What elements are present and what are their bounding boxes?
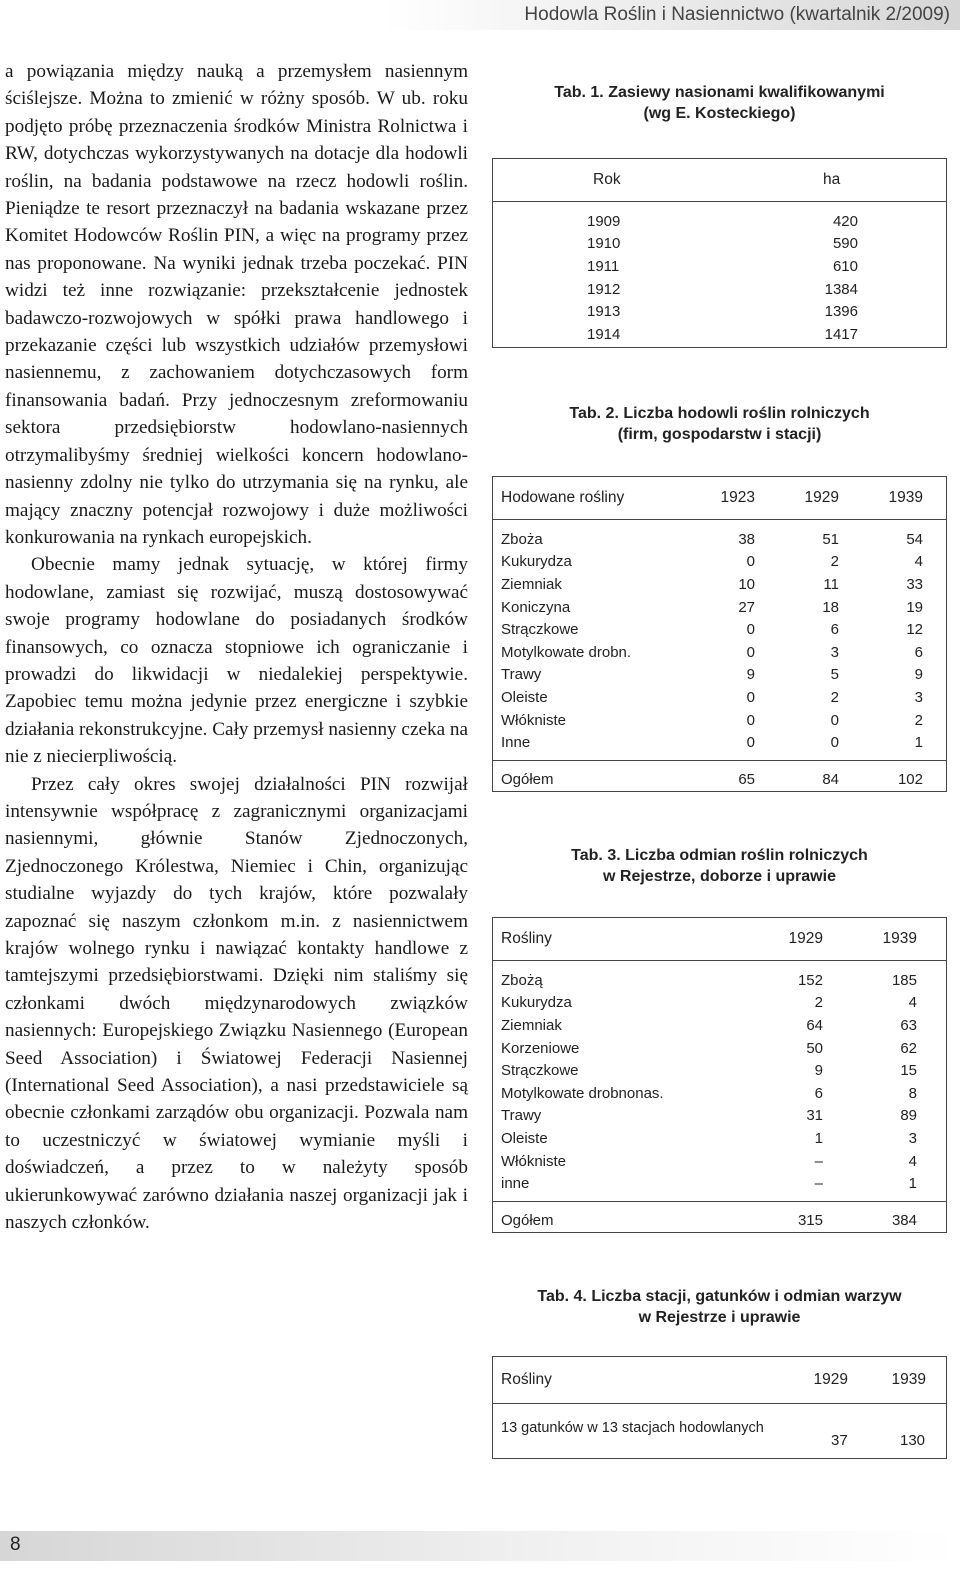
table-cell: 38	[738, 530, 755, 548]
column-header: 1939	[882, 930, 917, 947]
table-cell: 420	[832, 212, 858, 230]
table-cell: 63	[900, 1016, 917, 1034]
table-cell: 54	[906, 530, 923, 548]
table-row	[493, 1059, 946, 1082]
table-row	[493, 300, 946, 323]
caption-line: (firm, gospodarstw i stacji)	[617, 426, 822, 443]
table-cell: 33	[906, 575, 923, 593]
table-row	[493, 255, 946, 278]
table-row	[493, 210, 946, 233]
tab3-table	[492, 917, 947, 1233]
table-cell: 0	[746, 711, 755, 729]
table-row	[493, 969, 946, 992]
table-cell: 3	[908, 1129, 917, 1147]
table-cell: Włókniste	[501, 1152, 567, 1170]
tab2-table	[492, 476, 947, 792]
table-row	[493, 528, 946, 551]
total-row	[493, 1201, 946, 1240]
column-header: ha	[823, 171, 841, 188]
table-cell: 4	[914, 553, 923, 571]
table-cell: 1913	[587, 303, 621, 321]
table-header	[493, 918, 946, 961]
table-cell: 0	[830, 734, 839, 752]
table-cell: 27	[738, 598, 755, 616]
table-cell: 12	[906, 621, 923, 639]
table-cell: Ziemniak	[501, 1016, 562, 1034]
table-cell: 130	[900, 1432, 926, 1449]
table-row	[493, 1127, 946, 1150]
column-header: 1939	[891, 1371, 926, 1388]
table-cell: 1	[914, 734, 923, 752]
table-cell: 1911	[587, 257, 620, 275]
caption-line: Tab. 1. Zasiewy nasionami kwalifikowanymi	[554, 84, 885, 101]
table-cell: inne	[501, 1175, 530, 1193]
tab3-caption	[492, 845, 947, 887]
table-cell: 0	[746, 621, 755, 639]
column-header: 1929	[788, 930, 823, 947]
table-cell: 51	[822, 530, 839, 548]
table-row	[493, 596, 946, 619]
table-row	[493, 278, 946, 301]
caption-line: Tab. 4. Liczba stacji, gatunków i odmian warzyw	[537, 1288, 902, 1305]
table-cell: 84	[822, 771, 839, 789]
table-cell: 1384	[824, 280, 858, 298]
table-cell: Motylkowate drobnonas.	[501, 1084, 664, 1102]
table-row	[493, 551, 946, 574]
table-row	[493, 573, 946, 596]
table-cell: 2	[830, 553, 839, 571]
table-row	[493, 1037, 946, 1060]
table-cell: 2	[914, 711, 923, 729]
table-cell: Strączkowe	[501, 621, 579, 639]
table-cell: 315	[797, 1212, 823, 1230]
table-cell: Trawy	[501, 1107, 542, 1125]
table-cell: 1912	[587, 280, 621, 298]
table-cell: Oleiste	[501, 1129, 548, 1147]
table-cell: Oleiste	[501, 688, 548, 706]
table-cell: Ogółem	[501, 771, 554, 789]
table-cell: –	[814, 1175, 823, 1193]
table-cell: Trawy	[501, 666, 542, 684]
table-cell: 0	[746, 734, 755, 752]
table-row	[493, 641, 946, 664]
caption-line: Tab. 2. Liczba hodowli roślin rolniczych	[569, 405, 870, 422]
total-row	[493, 760, 946, 799]
paragraph: a powiązania między nauką a przemysłem nasiennym ściślejsze. Można to zmienić w różny sposób. W ub. roku podjęto próbę przeznaczenia środków Ministra Rolnictwa i RW, dotychczas wykorzystywanych na dotacje dla hodowli roślin, na badania podstawowe na rzecz hodowli roślin. Pieniądze te resort przeznaczył na badania wskazane przez Komitet Hodowców Roślin PIN, a więc na programy przez nas proponowane. Na wyniki jednak trzeba poczekać. PIN widzi też inne rozwiązanie: przekształcenie jednostek badawczo-rozwojowych w spółki prawa handlowego i przekazanie części lub wszystkich udziałów przemysłowi nasiennemu, z zachowaniem dotychczasowych form finansowania badań. Przy jednoczesnym zreformowaniu sektora przedsiębiorstw hodowlano-nasiennych otrzymalibyśmy średniej wielkości koncern hodowlano-nasienny zdolny nie tylko do utrzymania się na rynku, ale mający znaczny potencjał rozwojowy i duże możliwości konkurowania na rynkach europejskich.	[5, 61, 468, 548]
table-cell: Zboża	[501, 530, 543, 548]
table-cell: 152	[797, 971, 823, 989]
caption-line: (wg E. Kosteckiego)	[643, 105, 796, 122]
table-cell: 18	[822, 598, 839, 616]
table-cell: 10	[738, 575, 755, 593]
table-cell: 1396	[824, 303, 858, 321]
table-row	[493, 1404, 946, 1460]
column-header: 1939	[888, 489, 923, 506]
caption-line: w Rejestrze i uprawie	[638, 1309, 801, 1326]
table-cell: 5	[830, 666, 839, 684]
table-cell: 0	[746, 553, 755, 571]
table-cell: 1914	[587, 325, 621, 343]
table-row	[493, 618, 946, 641]
table-cell: –	[814, 1152, 823, 1170]
table-cell: 89	[900, 1107, 917, 1125]
column-header: 1929	[813, 1371, 848, 1388]
table-cell: 384	[891, 1212, 917, 1230]
column-header: Rośliny	[501, 930, 552, 947]
table-cell: 9	[914, 666, 923, 684]
tab1-caption	[492, 82, 947, 124]
tab4-table	[492, 1356, 947, 1459]
column-header: 1929	[804, 489, 839, 506]
table-row	[493, 1105, 946, 1128]
column-header: Hodowane rośliny	[501, 489, 625, 506]
table-row	[493, 731, 946, 754]
table-row	[493, 1014, 946, 1037]
column-header: Rośliny	[501, 1371, 552, 1388]
table-cell: 6	[914, 643, 923, 661]
footer-bar	[0, 1531, 960, 1561]
table-cell: Ziemniak	[501, 575, 562, 593]
table-row	[493, 686, 946, 709]
table-cell: 64	[806, 1016, 823, 1034]
column-header: Rok	[593, 171, 621, 188]
table-cell: Ogółem	[501, 1212, 554, 1230]
table-header	[493, 159, 946, 202]
table-cell: Motylkowate drobn.	[501, 643, 632, 661]
table-cell: 3	[914, 688, 923, 706]
table-row	[493, 233, 946, 256]
table-cell: 610	[832, 257, 858, 275]
table-cell: 3	[830, 643, 839, 661]
table-cell: 4	[908, 1152, 917, 1170]
table-cell: Strączkowe	[501, 1062, 579, 1080]
table-cell: 11	[823, 575, 839, 593]
table-row	[493, 992, 946, 1015]
journal-title: Hodowla Roślin i Nasiennictwo (kwartalnik 2/2009)	[524, 4, 950, 25]
table-cell: 185	[891, 971, 917, 989]
table-cell: 6	[814, 1084, 823, 1102]
caption-line: w Rejestrze, doborze i uprawie	[603, 868, 836, 885]
caption-line: Tab. 3. Liczba odmian roślin rolniczych	[571, 847, 868, 864]
table-cell: Kukurydza	[501, 994, 572, 1012]
table-cell: 590	[832, 235, 858, 253]
table-cell: 1910	[587, 235, 621, 253]
table-cell: 65	[738, 771, 755, 789]
table-cell: 1417	[824, 325, 858, 343]
table-header	[493, 477, 946, 520]
table-cell: Koniczyna	[501, 598, 571, 616]
table-cell: 1	[814, 1129, 823, 1147]
table-cell: 19	[906, 598, 923, 616]
table-row	[493, 1172, 946, 1195]
table-cell: Kukurydza	[501, 553, 572, 571]
table-cell: Zbożą	[501, 971, 543, 989]
table-cell: 9	[746, 666, 755, 684]
table-cell: 0	[830, 711, 839, 729]
table-cell: Inne	[501, 734, 531, 752]
table-cell: 0	[746, 643, 755, 661]
paragraph: Obecnie mamy jednak sytuację, w której firmy hodowlane, zamiast się rozwijać, muszą dostosowywać swoje programy hodowlane do posiadanych środków finansowych, co oznacza stopniowe ich ograniczanie i prowadzi do likwidacji w niedalekiej perspektywie. Zapobiec temu można jedynie przez energiczne i szybkie działania rekonstrukcyjne. Cały przemysł nasienny czeka na nie z niecierpliwością.	[5, 554, 468, 768]
table-cell: 50	[806, 1039, 823, 1057]
table-cell: 62	[900, 1039, 917, 1057]
article-body	[5, 58, 468, 1236]
paragraph: Przez cały okres swojej działalności PIN rozwijał intensywnie współpracę z zagranicznymi organizacjami nasiennymi, głównie Stanów Zjednoczonych, Zjednoczonego Królestwa, Niemiec i Chin, organizując studialne wyjazdy do tych krajów, które pozwalały zapoznać się naszym członkom m.in. z nasiennictwem krajów wolnego rynku i nawiązać kontakty handlowe z tamtejszymi przedsiębiorstwami. Dzięki nim staliśmy się członkami dwóch międzynarodowych związków nasiennych: Europejskiego Związku Nasiennego (European Seed Association) i Światowej Federacji Nasiennej (International Seed Association), a nasi przedstawiciele są obecnie członkami zarządów obu organizacji. Pozwala nam to uczestniczyć w światowej wymianie myśli i doświadczeń, a przez to w należyty sposób ukierunkowywać zarówno działania naszej organizacji jak i naszych członków.	[5, 773, 468, 1234]
column-header: 1923	[720, 489, 755, 506]
table-cell: 37	[831, 1432, 848, 1449]
table-cell: 31	[806, 1107, 823, 1125]
table-cell: 102	[897, 771, 923, 789]
tab1-table	[492, 158, 947, 348]
table-cell: 13 gatunków w 13 stacjach hodowlanych	[501, 1420, 764, 1436]
tab4-caption	[492, 1286, 947, 1328]
table-cell: Korzeniowe	[501, 1039, 580, 1057]
table-cell: 1909	[587, 212, 621, 230]
table-cell: 0	[746, 688, 755, 706]
table-row	[493, 1082, 946, 1105]
table-cell: 2	[814, 994, 823, 1012]
table-cell: 1	[908, 1175, 917, 1193]
table-cell: 4	[908, 994, 917, 1012]
table-cell: 8	[908, 1084, 917, 1102]
table-cell: 9	[814, 1062, 823, 1080]
table-row	[493, 709, 946, 732]
table-cell: 15	[900, 1062, 917, 1080]
page-number: 8	[10, 1534, 21, 1555]
table-cell: 6	[830, 621, 839, 639]
table-row	[493, 1150, 946, 1173]
table-cell: 2	[830, 688, 839, 706]
table-row	[493, 664, 946, 687]
table-cell: Włókniste	[501, 711, 567, 729]
tab2-caption	[492, 403, 947, 445]
table-row	[493, 323, 946, 346]
header-bar	[0, 0, 960, 30]
table-header	[493, 1357, 946, 1404]
